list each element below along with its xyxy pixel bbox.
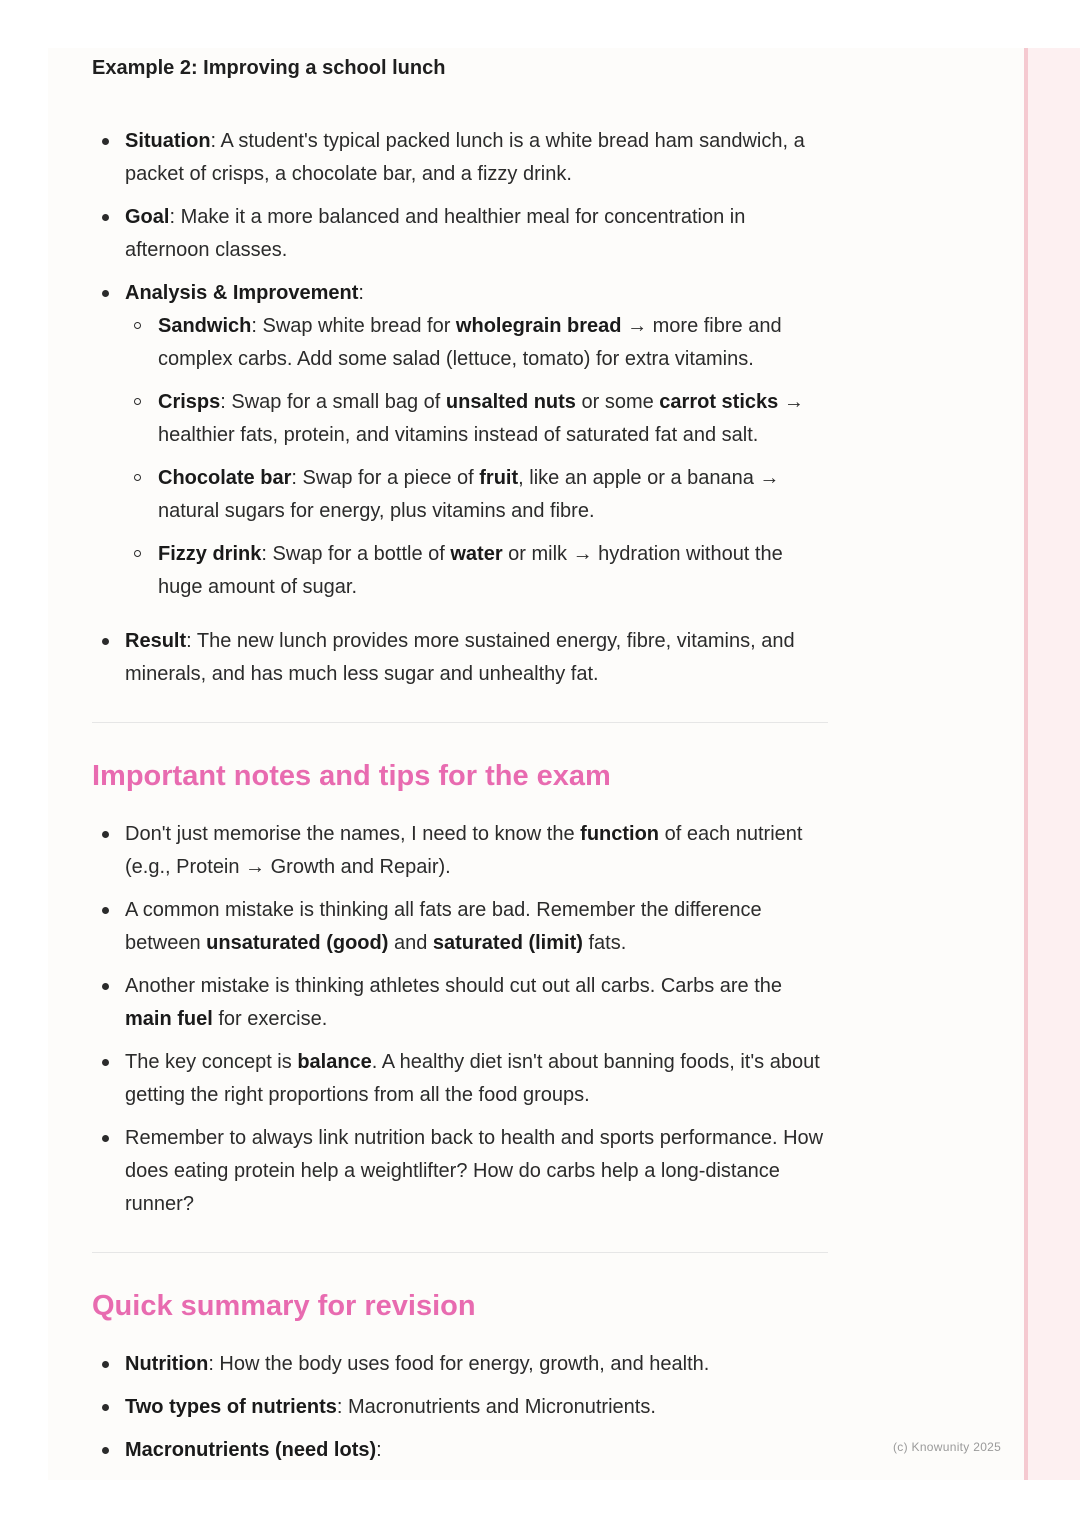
fizzy-drink-subitem: Fizzy drink: Swap for a bottle of water or milk → hydration without the huge amount of sugar. bbox=[125, 538, 832, 604]
notes-heading: Important notes and tips for the exam bbox=[92, 760, 611, 792]
summary-item: Nutrition: How the body uses food for energy, growth, and health. bbox=[92, 1348, 832, 1381]
note-item: The key concept is balance. A healthy diet isn't about banning foods, it's about getting the right proportions from all the food groups. bbox=[92, 1046, 832, 1112]
summary-heading: Quick summary for revision bbox=[92, 1290, 476, 1322]
example-list bbox=[92, 125, 832, 691]
summary-list bbox=[92, 1348, 832, 1467]
summary-item: Two types of nutrients: Macronutrients and Micronutrients. bbox=[92, 1391, 832, 1424]
crisps-subitem: Crisps: Swap for a small bag of unsalted nuts or some carrot sticks → healthier fats, protein, and vitamins instead of saturated fat and salt. bbox=[125, 386, 832, 452]
analysis-sublist bbox=[125, 310, 832, 604]
note-item: A common mistake is thinking all fats are bad. Remember the difference between unsaturated (good) and saturated (limit) fats. bbox=[92, 894, 832, 960]
content-column bbox=[92, 48, 832, 1467]
summary-item: Macronutrients (need lots): bbox=[92, 1434, 832, 1467]
result-item: Result: The new lunch provides more sustained energy, fibre, vitamins, and minerals, and has much less sugar and unhealthy fat. bbox=[92, 625, 832, 691]
section-divider bbox=[92, 722, 828, 723]
analysis-item: Analysis & Improvement: Sandwich: Swap white bread for wholegrain bread → more fibre and complex carbs. Add some salad (lettuce, tomato) for extra vitamins. Crisps: Swap for a small bag of unsalted nuts or some carrot sticks → healthier fats, protein, and vitamins instead of saturated fat and salt. Chocolate bar: Swap for a piece of fruit, like an apple or a banana → natural sugars for energy, plus vitamins and fibre. Fizzy drink: Swap for a bottle of water or milk → hydration without the huge amount of sugar. bbox=[92, 277, 832, 604]
copyright-footer: (c) Knowunity 2025 bbox=[893, 1440, 1002, 1454]
section-divider bbox=[92, 1252, 828, 1253]
chocolate-subitem: Chocolate bar: Swap for a piece of fruit, like an apple or a banana → natural sugars for energy, plus vitamins and fibre. bbox=[125, 462, 832, 528]
margin-line bbox=[1024, 48, 1028, 1480]
note-item: Another mistake is thinking athletes should cut out all carbs. Carbs are the main fuel for exercise. bbox=[92, 970, 832, 1036]
note-item: Remember to always link nutrition back to health and sports performance. How does eating protein help a weightlifter? How do carbs help a long-distance runner? bbox=[92, 1122, 832, 1221]
note-item: Don't just memorise the names, I need to know the function of each nutrient (e.g., Protein → Growth and Repair). bbox=[92, 818, 832, 884]
margin-strip bbox=[1024, 48, 1080, 1480]
notes-list bbox=[92, 818, 832, 1221]
sandwich-subitem: Sandwich: Swap white bread for wholegrain bread → more fibre and complex carbs. Add some salad (lettuce, tomato) for extra vitamins. bbox=[125, 310, 832, 376]
example-title: Example 2: Improving a school lunch bbox=[92, 57, 446, 79]
document-page bbox=[48, 48, 1033, 1480]
goal-item: Goal: Make it a more balanced and healthier meal for concentration in afternoon classes. bbox=[92, 201, 832, 267]
situation-item: Situation: A student's typical packed lunch is a white bread ham sandwich, a packet of crisps, a chocolate bar, and a fizzy drink. bbox=[92, 125, 832, 191]
